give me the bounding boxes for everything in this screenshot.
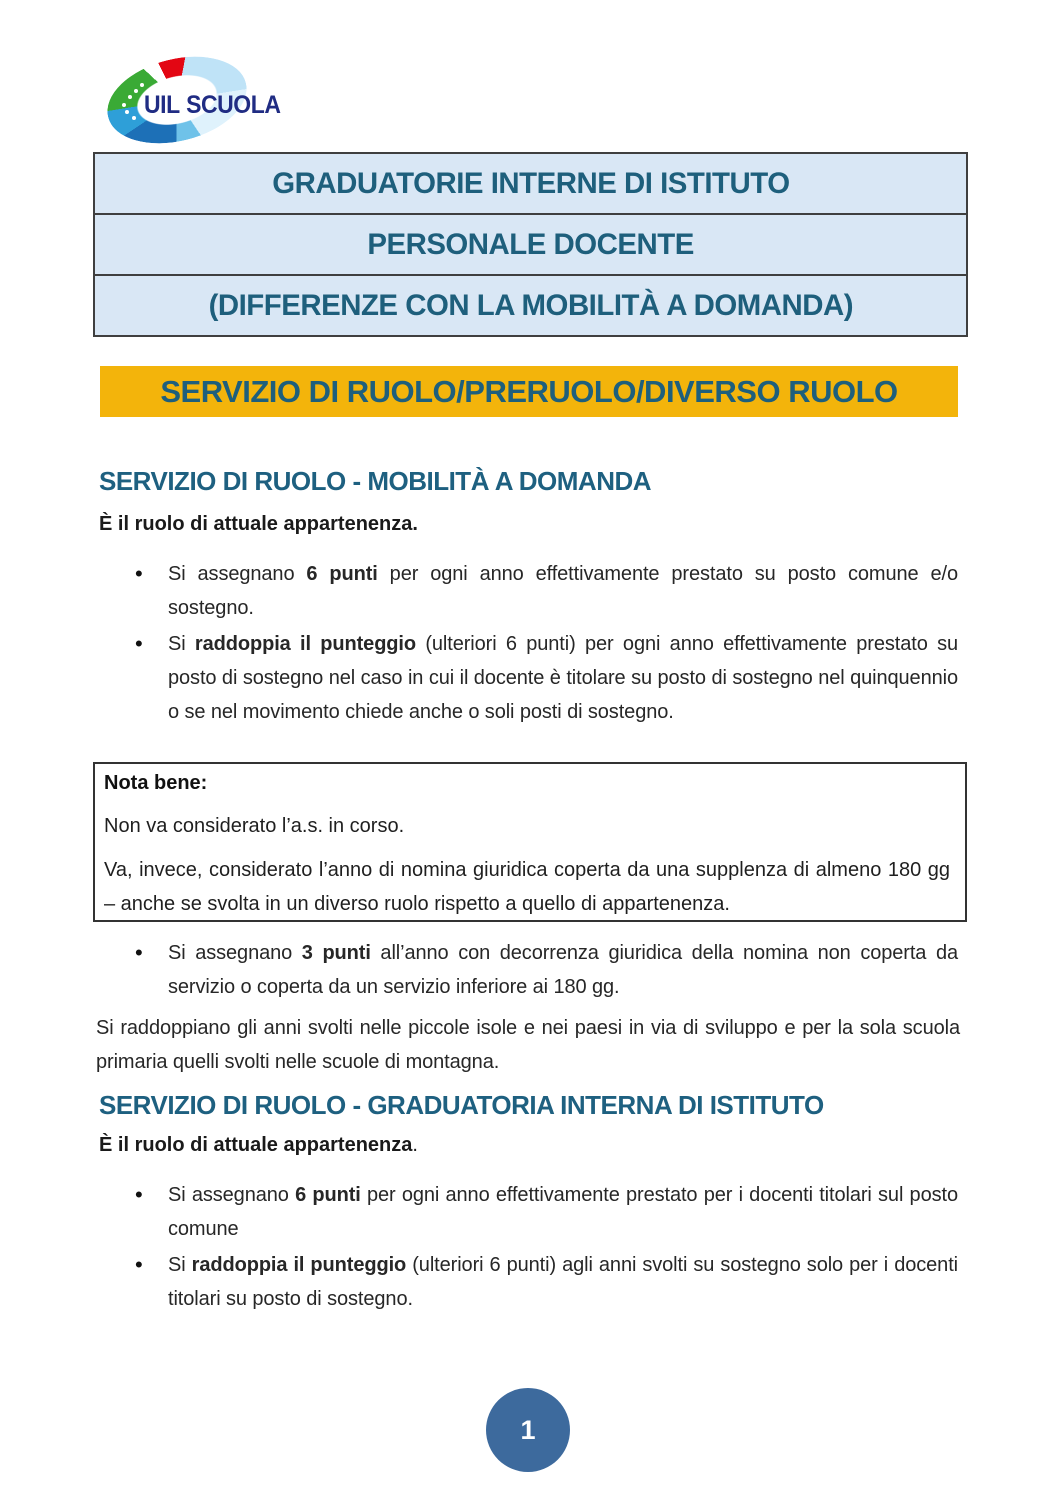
title-row-differenze [93, 274, 968, 337]
closing-paragraph: Si raddoppiano gli anni svolti nelle piccole isole e nei paesi in via di sviluppo e per la sola scuola primaria quelli svolti nelle scuole di montagna. [96, 1017, 960, 1073]
topic-banner [100, 366, 958, 417]
nota-bene-paragraph: Va, invece, considerato l’anno di nomina giuridica coperta da una supplenza di almeno 180 gg – anche se svolta in un diverso ruolo rispetto a quello di appartenenza. [104, 859, 950, 915]
uil-scuola-logo [100, 55, 320, 147]
title-row-text: GRADUATORIE INTERNE DI ISTITUTO [271, 166, 790, 200]
logo-dots-icon [122, 103, 126, 107]
bullet-list-mobilita [93, 557, 965, 731]
intro-mobilita: È il ruolo di attuale appartenenza. [99, 513, 418, 535]
bullet-item: • Si assegnano 6 punti per ogni anno effettivamente prestato per i docenti titolari sul posto comune [168, 1178, 958, 1246]
bullet-item: • Si assegnano 3 punti all’anno con decorrenza giuridica della nomina non coperta da servizio o coperta da un servizio inferiore ai 180 gg. [168, 936, 958, 1004]
page-number: 1 [520, 1414, 536, 1445]
bullet-list-after-nota [93, 936, 965, 1006]
intro-graduatoria: È il ruolo di attuale appartenenza. [99, 1134, 418, 1156]
title-row-text: PERSONALE DOCENTE [367, 227, 694, 261]
nota-bene-paragraph: Non va considerato l’a.s. in corso. [104, 815, 405, 837]
title-row-graduatorie [93, 152, 968, 215]
section-heading-graduatoria: SERVIZIO DI RUOLO - GRADUATORIA INTERNA DI ISTITUTO [99, 1090, 824, 1120]
title-block [93, 152, 968, 337]
logo-wordmark [144, 91, 280, 120]
nota-bene-box [93, 762, 967, 922]
title-row-text: (DIFFERENZE CON LA MOBILITÀ A DOMANDA) [208, 288, 853, 322]
bullet-item: • Si raddoppia il punteggio (ulteriori 6 punti) agli anni svolti su sostegno solo per i docenti titolari su posto di sostegno. [168, 1248, 958, 1316]
nota-bene-title: Nota bene: [104, 772, 208, 794]
bullet-list-graduatoria [93, 1178, 965, 1318]
logo-uil: UIL [144, 91, 180, 119]
section-heading-mobilita: SERVIZIO DI RUOLO - MOBILITÀ A DOMANDA [99, 466, 652, 496]
page-number-badge [486, 1388, 570, 1472]
logo-scuola: SCUOLA [186, 91, 281, 119]
bullet-item: • Si assegnano 6 punti per ogni anno effettivamente prestato su posto comune e/o sostegno. [168, 557, 958, 625]
topic-banner-label: SERVIZIO DI RUOLO/PRERUOLO/DIVERSO RUOLO [160, 373, 898, 409]
title-row-personale [93, 213, 968, 276]
bullet-item: • Si raddoppia il punteggio (ulteriori 6 punti) per ogni anno effettivamente prestato su posto di sostegno nel caso in cui il docente è titolare su posto di sostegno nel quinquennio o se nel movimento chiede anche o soli posti di sostegno. [168, 627, 958, 729]
